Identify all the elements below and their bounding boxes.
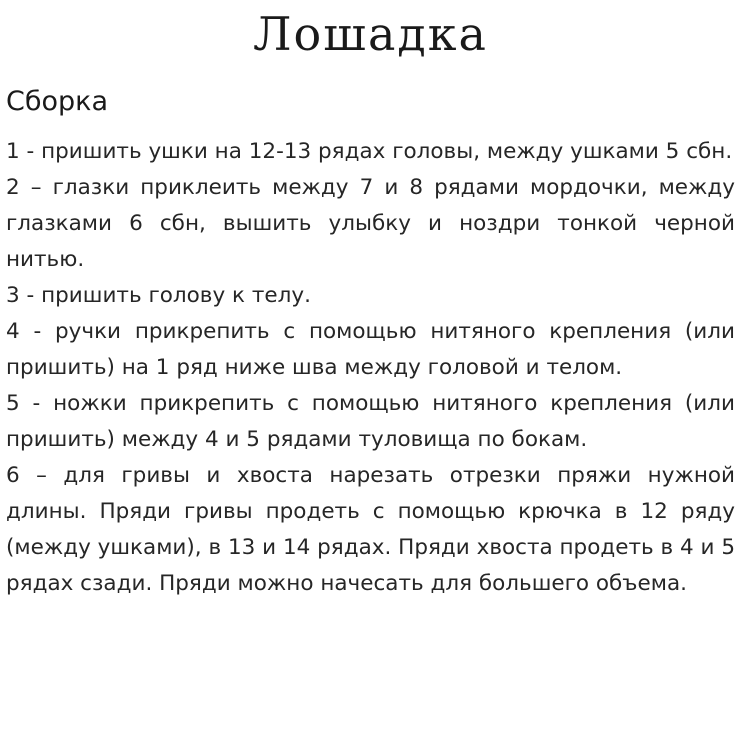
- assembly-step-4: 4 - ручки прикрепить с помощью нитяного крепления (или пришить) на 1 ряд ниже шва между головой и телом.: [6, 319, 735, 380]
- page-title: Лошадка: [253, 7, 488, 61]
- assembly-step-1: 1 - пришить ушки на 12-13 рядах головы, между ушками 5 сбн.: [6, 139, 733, 164]
- assembly-steps-list: [6, 134, 735, 602]
- section-heading-assembly: Сборка: [6, 86, 109, 117]
- assembly-step-2: 2 – глазки приклеить между 7 и 8 рядами мордочки, между глазками 6 сбн, вышить улыбку и ноздри тонкой черной нитью.: [6, 175, 735, 272]
- assembly-step-3: 3 - пришить голову к телу.: [6, 283, 311, 308]
- assembly-step-6: 6 – для гривы и хвоста нарезать отрезки пряжи нужной длины. Пряди гривы продеть с помощью крючка в 12 ряду (между ушками), в 13 и 14 рядах. Пряди хвоста продеть в 4 и 5 рядах сзади. Пряди можно начесать для большего объема.: [6, 463, 735, 596]
- assembly-step-5: 5 - ножки прикрепить с помощью нитяного крепления (или пришить) между 4 и 5 рядами туловища по бокам.: [6, 391, 735, 452]
